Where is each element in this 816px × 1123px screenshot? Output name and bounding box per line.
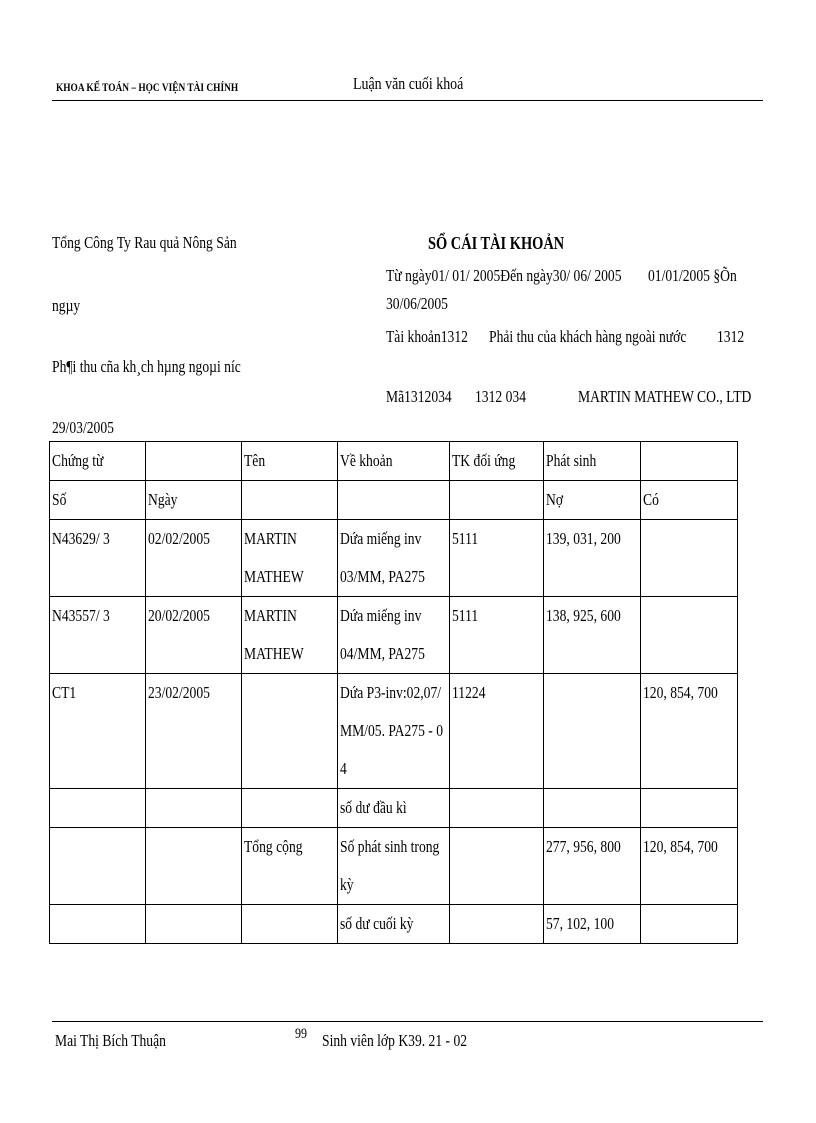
table-cell: số dư cuối kỳ (338, 905, 450, 944)
table-cell (146, 789, 242, 828)
table-cell: 138, 925, 600 (544, 597, 641, 674)
header-cell: Tên (242, 442, 338, 481)
table-cell: Dứa P3-inv:02,07/MM/05. PA275 - 04 (338, 674, 450, 789)
table-cell: số dư đầu kì (338, 789, 450, 828)
table-subheader-row (50, 481, 738, 520)
account-number: 1312 (717, 327, 745, 346)
table-cell: N43557/ 3 (50, 597, 146, 674)
table-row (50, 828, 738, 905)
header-faculty: KHOA KẾ TOÁN – HỌC VIỆN TÀI CHÍNH (56, 80, 239, 94)
account-code-split: 1312 034 (475, 387, 526, 406)
header-cell: Về khoản (338, 442, 450, 481)
footer-class: Sinh viên lớp K39. 21 - 02 (322, 1031, 468, 1050)
header-cell (242, 481, 338, 520)
header-rule (52, 100, 763, 101)
footer-rule (52, 1021, 763, 1022)
table-cell (450, 828, 544, 905)
account-code: Mã1312034 (386, 387, 452, 406)
table-cell (242, 905, 338, 944)
table-cell (50, 789, 146, 828)
table-cell (50, 905, 146, 944)
table-cell: 139, 031, 200 (544, 520, 641, 597)
header-cell: Ngày (146, 481, 242, 520)
header-cell (146, 442, 242, 481)
table-cell (450, 789, 544, 828)
table-cell: 23/02/2005 (146, 674, 242, 789)
table-cell: 20/02/2005 (146, 597, 242, 674)
table-cell: MARTIN MATHEW (242, 520, 338, 597)
table-cell (242, 674, 338, 789)
period-code: 01/01/2005 §Õn (648, 266, 737, 285)
table-cell: 120, 854, 700 (641, 828, 738, 905)
partner-name: MARTIN MATHEW CO., LTD (578, 387, 752, 406)
table-cell: Dứa miếng inv 03/MM, PA275 (338, 520, 450, 597)
footer-author: Mai Thị Bích Thuận (55, 1031, 166, 1050)
period-range: Từ ngày01/ 01/ 2005Đến ngày30/ 06/ 2005 (386, 266, 622, 285)
table-cell (641, 597, 738, 674)
ledger-title: SỔ CÁI TÀI KHOẢN (428, 233, 565, 253)
ledger-table (49, 441, 738, 944)
header-cell: Phát sinh (544, 442, 641, 481)
header-thesis: Luận văn cuối khoá (353, 74, 464, 93)
table-row (50, 789, 738, 828)
table-cell: 02/02/2005 (146, 520, 242, 597)
table-cell: N43629/ 3 (50, 520, 146, 597)
header-cell: Nợ (544, 481, 641, 520)
period-end: 30/06/2005 (386, 294, 448, 313)
table-cell (641, 905, 738, 944)
table-cell (50, 828, 146, 905)
table-cell: Tổng cộng (242, 828, 338, 905)
table-cell (544, 789, 641, 828)
table-cell (641, 789, 738, 828)
table-row (50, 905, 738, 944)
left-line-2: ngµy (52, 296, 81, 315)
table-row (50, 520, 738, 597)
company-name: Tổng Công Ty Rau quả Nông Sản (52, 233, 237, 252)
table-cell (544, 674, 641, 789)
table-cell (450, 905, 544, 944)
table-cell (146, 828, 242, 905)
page-number: 99 (295, 1026, 307, 1042)
header-cell: Chứng từ (50, 442, 146, 481)
table-cell (641, 520, 738, 597)
table-cell: Dứa miếng inv 04/MM, PA275 (338, 597, 450, 674)
table-row (50, 674, 738, 789)
header-cell (338, 481, 450, 520)
header-cell: Có (641, 481, 738, 520)
header-cell: TK đối ứng (450, 442, 544, 481)
account-label: Tài khoản1312 (386, 327, 468, 346)
left-line-3: Ph¶i thu cña kh¸ch hµng ngoµi níc (52, 357, 241, 376)
table-cell: 120, 854, 700 (641, 674, 738, 789)
table-header-row (50, 442, 738, 481)
table-cell: 57, 102, 100 (544, 905, 641, 944)
table-cell (146, 905, 242, 944)
table-cell: MARTIN MATHEW (242, 597, 338, 674)
table-cell: 5111 (450, 520, 544, 597)
table-cell: 5111 (450, 597, 544, 674)
account-desc: Phải thu của khách hàng ngoài nước (489, 327, 687, 346)
header-cell (641, 442, 738, 481)
table-cell: Số phát sinh trong kỳ (338, 828, 450, 905)
table-cell: 11224 (450, 674, 544, 789)
table-cell: 277, 956, 800 (544, 828, 641, 905)
table-row (50, 597, 738, 674)
left-line-4: 29/03/2005 (52, 418, 114, 437)
table-cell: CT1 (50, 674, 146, 789)
table-cell (242, 789, 338, 828)
header-cell (450, 481, 544, 520)
header-cell: Số (50, 481, 146, 520)
